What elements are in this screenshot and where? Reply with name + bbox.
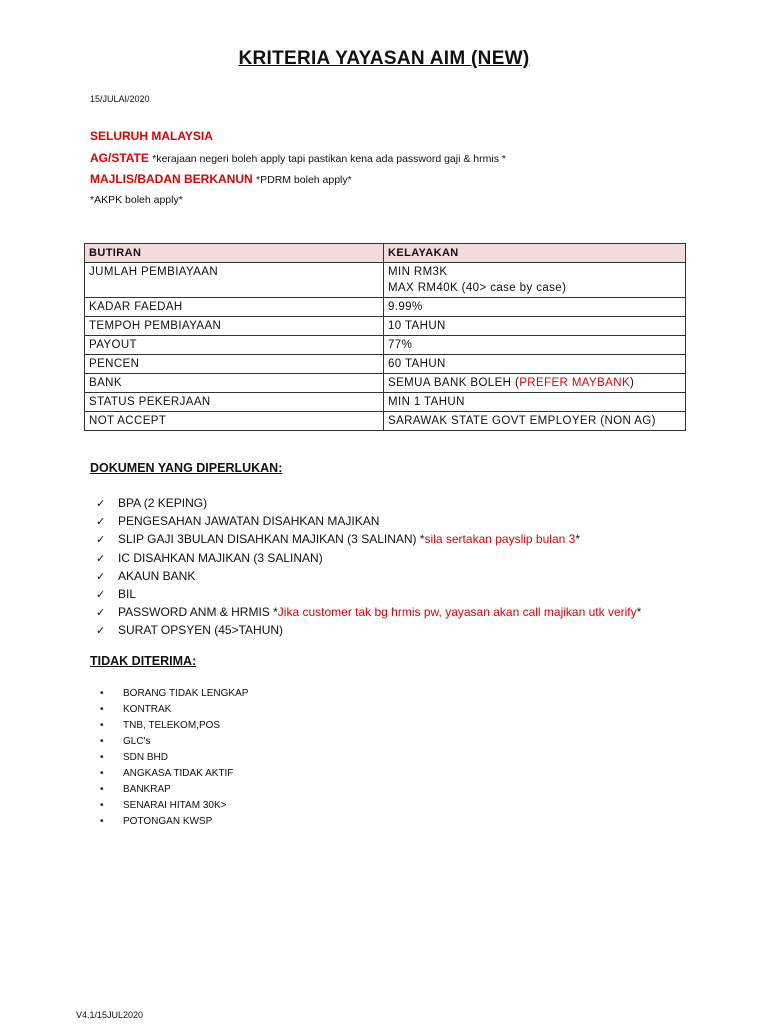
checkmark-icon: ✓ (96, 516, 106, 529)
item-note: sila sertakan payslip bulan 3 (424, 532, 576, 547)
item-note: Jika customer tak bg hrmis pw, yayasan akan call majikan utk verify (277, 605, 637, 620)
list-item (100, 766, 248, 782)
criteria-table (84, 243, 686, 431)
checkmark-icon: ✓ (96, 552, 106, 565)
ag-state-label: AG/STATE (90, 151, 149, 165)
rejected-list (100, 686, 248, 830)
checkmark-icon: ✓ (96, 625, 106, 638)
bullet-icon: • (100, 688, 104, 699)
table-row (85, 412, 686, 431)
table-row (85, 374, 686, 393)
item-text: KONTRAK (123, 704, 172, 715)
item-text: BANKRAP (123, 784, 171, 795)
item-text: TNB, TELEKOM,POS (123, 720, 221, 731)
list-item (96, 567, 641, 585)
list-item (96, 603, 641, 621)
list-item (96, 530, 641, 548)
item-text: BIL (118, 586, 137, 601)
row-value (384, 374, 686, 393)
list-item (100, 814, 248, 830)
version-footer: V4.1/15JUL2020 (76, 1010, 144, 1020)
table-row (85, 263, 686, 298)
documents-heading: DOKUMEN YANG DIPERLUKAN: (90, 461, 283, 475)
majlis-label: MAJLIS/BADAN BERKANUN (90, 172, 253, 186)
row-value: 60 TAHUN (384, 355, 686, 374)
row-label: TEMPOH PEMBIAYAAN (85, 317, 384, 336)
item-text: BPA (2 KEPING) (118, 496, 208, 510)
list-item (96, 494, 641, 512)
row-label: BANK (85, 374, 384, 393)
row-value-highlight: PREFER MAYBANK (519, 377, 631, 389)
bullet-icon: • (100, 752, 104, 763)
documents-list (96, 494, 641, 640)
row-label: KADAR FAEDAH (85, 298, 384, 317)
list-item (100, 798, 248, 814)
row-label: NOT ACCEPT (85, 412, 384, 431)
document-date: 15/JULAI/2020 (90, 94, 150, 104)
table-row (85, 317, 686, 336)
list-item (96, 512, 641, 530)
item-text: SENARAI HITAM 30K> (123, 800, 227, 811)
row-value (384, 263, 686, 298)
row-value: SARAWAK STATE GOVT EMPLOYER (NON AG) (384, 412, 686, 431)
eligibility-akpk: *AKPK boleh apply* (90, 194, 183, 206)
item-text: GLC's (123, 736, 151, 747)
list-item (100, 702, 248, 718)
list-item (100, 734, 248, 750)
item-text: POTONGAN KWSP (123, 816, 213, 827)
row-value-line: MIN RM3K (388, 266, 448, 278)
majlis-note: *PDRM boleh apply* (256, 174, 352, 186)
bullet-icon: • (100, 720, 104, 731)
table-header-kelayakan: KELAYAKAN (384, 244, 686, 263)
table-header-row (85, 244, 686, 263)
list-item (100, 750, 248, 766)
checkmark-icon: ✓ (96, 588, 106, 601)
row-value: 10 TAHUN (384, 317, 686, 336)
list-item (100, 686, 248, 702)
list-item (96, 621, 641, 639)
item-note-end: * (575, 532, 580, 547)
checkmark-icon: ✓ (96, 570, 106, 583)
item-text: PASSWORD ANM & HRMIS * (118, 605, 278, 620)
bullet-icon: • (100, 800, 104, 811)
eligibility-region: SELURUH MALAYSIA (90, 129, 213, 143)
checkmark-icon: ✓ (96, 534, 106, 547)
list-item (96, 585, 641, 603)
row-label: PAYOUT (85, 336, 384, 355)
row-label: JUMLAH PEMBIAYAAN (85, 263, 384, 298)
bullet-icon: • (100, 784, 104, 795)
bullet-icon: • (100, 736, 104, 747)
bullet-icon: • (100, 768, 104, 779)
item-text: SDN BHD (123, 752, 169, 763)
ag-state-note: *kerajaan negeri boleh apply tapi pastikan kena ada password gaji & hrmis * (152, 153, 506, 165)
row-value-text-end: ) (630, 377, 635, 389)
row-value-text: SEMUA BANK BOLEH ( (388, 377, 520, 389)
row-label: STATUS PEKERJAAN (85, 393, 384, 412)
table-row (85, 355, 686, 374)
row-value-line: MAX RM40K (40> case by case) (388, 282, 567, 294)
list-item (100, 718, 248, 734)
row-value: 9.99% (384, 298, 686, 317)
item-text: IC DISAHKAN MAJIKAN (3 SALINAN) (118, 550, 323, 565)
rejected-heading: TIDAK DITERIMA: (90, 654, 197, 668)
checkmark-icon: ✓ (96, 498, 106, 510)
table-header-butiran: BUTIRAN (85, 244, 384, 263)
row-value: MIN 1 TAHUN (384, 393, 686, 412)
item-text: BORANG TIDAK LENGKAP (123, 688, 249, 699)
item-text: PENGESAHAN JAWATAN DISAHKAN MAJIKAN (118, 514, 380, 529)
item-text: AKAUN BANK (118, 568, 196, 583)
item-text: SURAT OPSYEN (45>TAHUN) (118, 623, 284, 638)
eligibility-majlis (90, 172, 352, 186)
page-title: KRITERIA YAYASAN AIM (NEW) (238, 48, 530, 69)
item-text: SLIP GAJI 3BULAN DISAHKAN MAJIKAN (3 SALINAN) * (118, 532, 425, 547)
bullet-icon: • (100, 816, 104, 827)
list-item (100, 782, 248, 798)
item-text: ANGKASA TIDAK AKTIF (123, 768, 234, 779)
item-note-end: * (636, 605, 642, 620)
row-label: PENCEN (85, 355, 384, 374)
checkmark-icon: ✓ (96, 607, 106, 620)
table-row (85, 298, 686, 317)
list-item (96, 549, 641, 567)
table-row (85, 393, 686, 412)
table-row (85, 336, 686, 355)
bullet-icon: • (100, 704, 104, 715)
eligibility-ag-state (90, 151, 506, 165)
row-value: 77% (384, 336, 686, 355)
